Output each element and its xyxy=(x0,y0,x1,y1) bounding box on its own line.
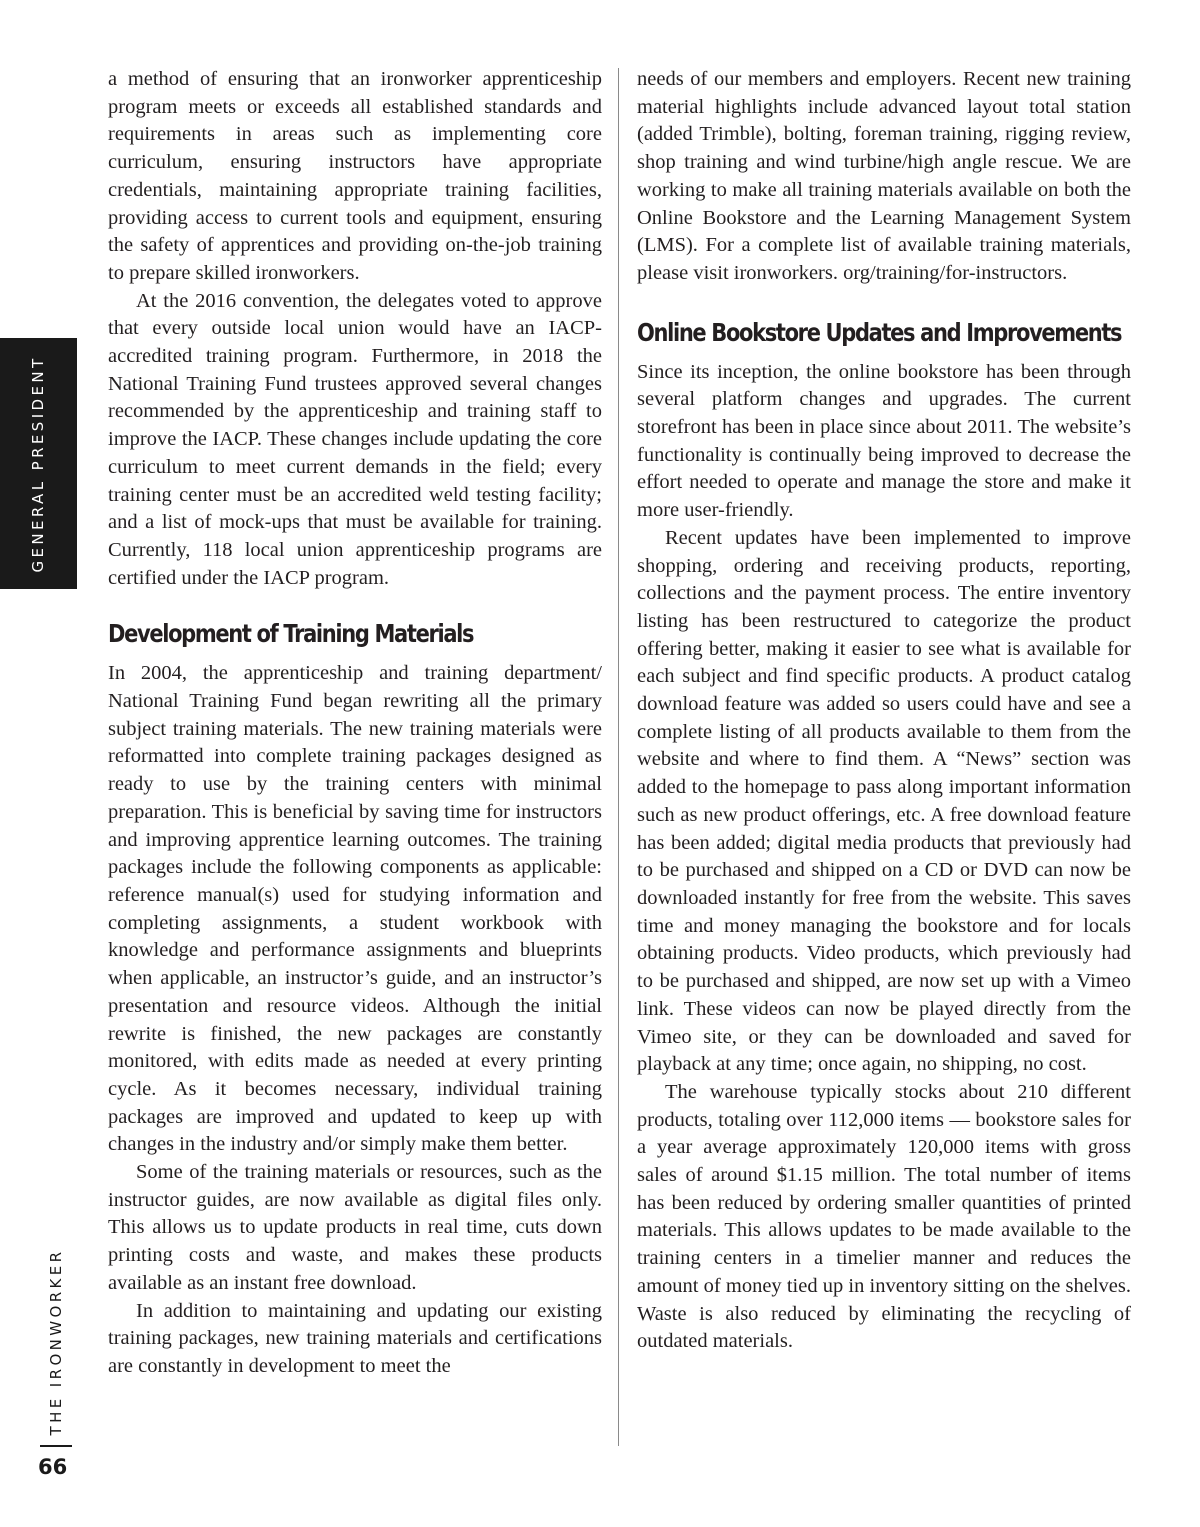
body-paragraph: The warehouse typically stocks about 210 different products, totaling over 112,000 items — bookstore sales for a year average approximately 120,000 items with gross sales of around $1.15 million. The total number of items has been reduced by ordering smaller quantities of printed materials. This allows updates to be made available to the training centers in a timelier manner and reduces the amount of money tied up in inventory sitting on the shelves. Waste is also reduced by eliminating the recycling of outdated materials. xyxy=(637,1080,1131,1353)
column-divider xyxy=(618,68,619,1446)
page-number-rule xyxy=(40,1445,72,1447)
section-heading: Development of Training Materials xyxy=(108,619,474,649)
body-paragraph: In 2004, the apprenticeship and training department/ National Training Fund began rewriting all the primary subject training materials. The new training materials were reformatted into complete training packages designed as ready to use by the training centers with minimal preparation. This is beneficial by saving time for instructors and improving apprentice learning outcomes. The training packages include the following components as applicable: reference manual(s) used for studying information and completing assignments, a student workbook with knowledge and performance assignments and blueprints when applicable, an instructor’s guide, and an instructor’s presentation and resource videos. Although the initial rewrite is finished, the new packages are constantly monitored, with edits made as needed at every printing cycle. As it becomes necessary, individual training packages are improved and updated to keep up with changes in the industry and/or simply make them better. xyxy=(108,662,602,1156)
left-column xyxy=(108,66,602,1381)
body-paragraph: Some of the training materials or resources, such as the instructor guides, are now available as digital files only. This allows us to update products in real time, cuts down printing costs and waste, and makes these products available as an instant free download. xyxy=(108,1161,602,1294)
page-number: 66 xyxy=(38,1455,68,1479)
body-paragraph: At the 2016 convention, the delegates voted to approve that every outside local union would have an IACP-accredited training program. Furthermore, in 2018 the National Training Fund trustees approved several changes recommended by the apprenticeship and training staff to improve the IACP. These changes include updating the core curriculum to meet current demands in the field; every training center must be an accredited weld testing facility; and a list of mock-ups that must be available for training. Currently, 118 local union apprenticeship programs are certified under the IACP program. xyxy=(108,289,602,589)
right-column xyxy=(637,66,1131,1356)
body-paragraph: a method of ensuring that an ironworker apprenticeship program meets or exceeds all established standards and requirements in areas such as implementing core curriculum, ensuring instructors have appropriate credentials, maintaining appropriate training facilities, providing access to current tools and equipment, ensuring the safety of apprentices and providing on-the-job training to prepare skilled ironworkers. xyxy=(108,68,602,284)
section-heading: Online Bookstore Updates and Improvements xyxy=(637,317,1122,347)
body-paragraph: Since its inception, the online bookstore has been through several platform changes and upgrades. The current storefront has been in place since about 2011. The website’s functionality is continually being improved to decrease the effort needed to operate and manage the store and make it more user-friendly. xyxy=(637,360,1131,522)
body-paragraph: needs of our members and employers. Recent new training material highlights include advanced layout total station (added Trimble), bolting, foreman training, rigging review, shop training and wind turbine/high angle rescue. We are working to make all training materials available on both the Online Bookstore and the Learning Management System (LMS). For a complete list of available training materials, please visit ironworkers. org/training/for-instructors. xyxy=(637,68,1131,284)
publication-label: THE IRONWORKER xyxy=(47,1248,65,1436)
body-paragraph: Recent updates have been implemented to improve shopping, ordering and receiving products, reporting, collections and the payment process. The entire inventory listing has been restructured to categorize the product offering better, making it easier to see what is available for each subject and find specific products. A product catalog download feature was added so users could have and see a complete listing of all products available to them from the website and where to find them. A “News” section was added to the homepage to pass along important information such as new product offerings, etc. A free download feature has been added; digital media products that previously had to be purchased and shipped on a CD or DVD can now be downloaded instantly for free from the website. This saves time and money managing the bookstore and for locals obtaining products. Video products, which previously had to be purchased and shipped, are now set up with a Vimeo link. These videos can now be played directly from the Vimeo site, or they can be downloaded and saved for playback at any time; once again, no shipping, no cost. xyxy=(637,526,1131,1076)
section-label: GENERAL PRESIDENT xyxy=(29,355,47,573)
body-paragraph: In addition to maintaining and updating our existing training packages, new training materials and certifications are constantly in development to meet the xyxy=(108,1299,602,1377)
